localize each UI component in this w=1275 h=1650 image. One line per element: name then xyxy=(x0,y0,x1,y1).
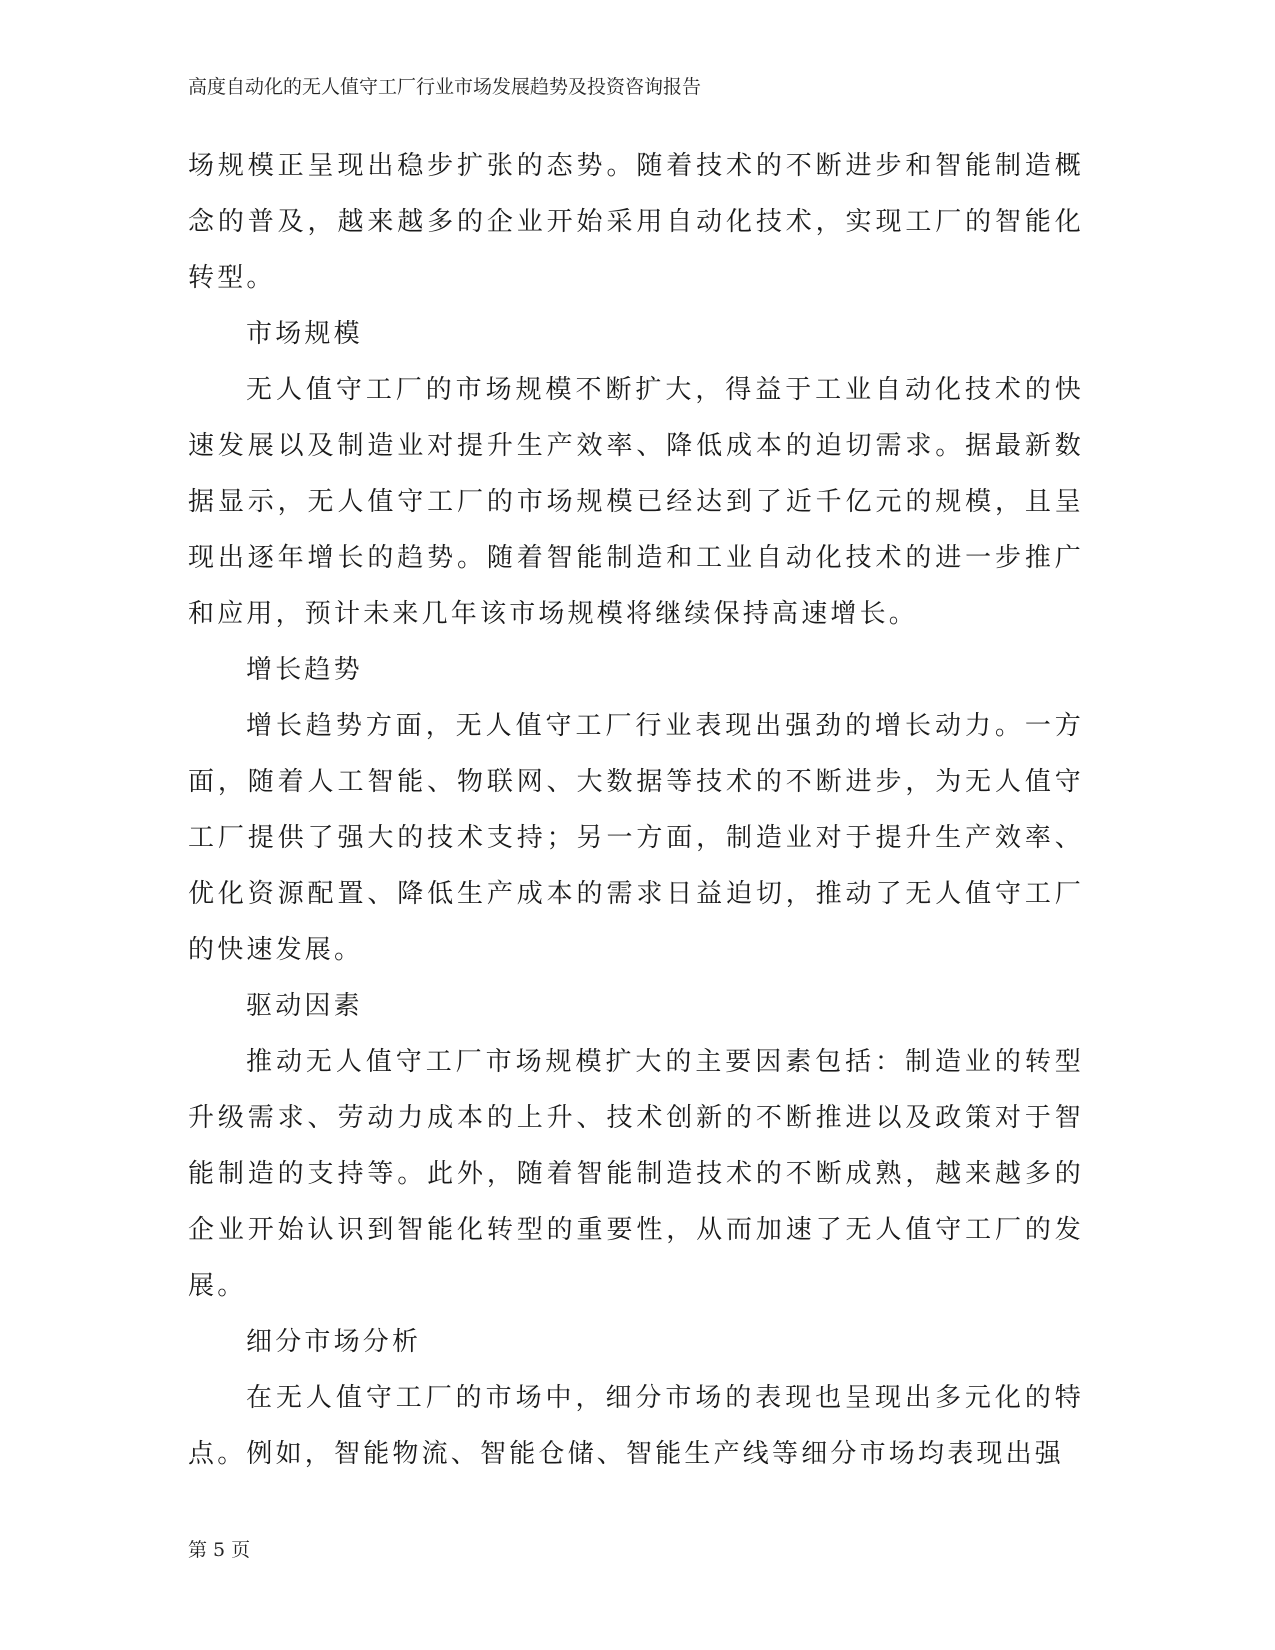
section-heading-market-size: 市场规模 xyxy=(246,319,363,349)
section-paragraph-drivers: 推动无人值守工厂市场规模扩大的主要因素包括：制造业的转型升级需求、劳动力成本的上升、技术创新的不断推进以及政策对于智能制造的支持等。此外，随着智能制造技术的不断成熟，越来越多的企业开始认识到智能化转型的重要性，从而加速了无人值守工厂的发展。 xyxy=(188,1047,1084,1301)
section-heading-growth-trend: 增长趋势 xyxy=(246,655,363,685)
section-paragraph-segment-analysis: 在无人值守工厂的市场中，细分市场的表现也呈现出多元化的特点。例如，智能物流、智能仓储、智能生产线等细分市场均表现出强 xyxy=(188,1383,1084,1469)
section-paragraph-growth-trend: 增长趋势方面，无人值守工厂行业表现出强劲的增长动力。一方面，随着人工智能、物联网、大数据等技术的不断进步，为无人值守工厂提供了强大的技术支持；另一方面，制造业对于提升生产效率、优化资源配置、降低生产成本的需求日益迫切，推动了无人值守工厂的快速发展。 xyxy=(188,711,1084,965)
page-number: 第 5 页 xyxy=(188,1539,251,1561)
intro-continuation-paragraph: 场规模正呈现出稳步扩张的态势。随着技术的不断进步和智能制造概念的普及，越来越多的企业开始采用自动化技术，实现工厂的智能化转型。 xyxy=(188,151,1084,293)
section-heading-drivers: 驱动因素 xyxy=(246,991,363,1021)
running-header: 高度自动化的无人值守工厂行业市场发展趋势及投资咨询报告 xyxy=(188,76,702,98)
section-heading-segment-analysis: 细分市场分析 xyxy=(246,1327,422,1357)
document-body xyxy=(188,138,1084,1482)
section-paragraph-market-size: 无人值守工厂的市场规模不断扩大，得益于工业自动化技术的快速发展以及制造业对提升生产效率、降低成本的迫切需求。据最新数据显示，无人值守工厂的市场规模已经达到了近千亿元的规模，且呈现出逐年增长的趋势。随着智能制造和工业自动化技术的进一步推广和应用，预计未来几年该市场规模将继续保持高速增长。 xyxy=(188,375,1084,629)
